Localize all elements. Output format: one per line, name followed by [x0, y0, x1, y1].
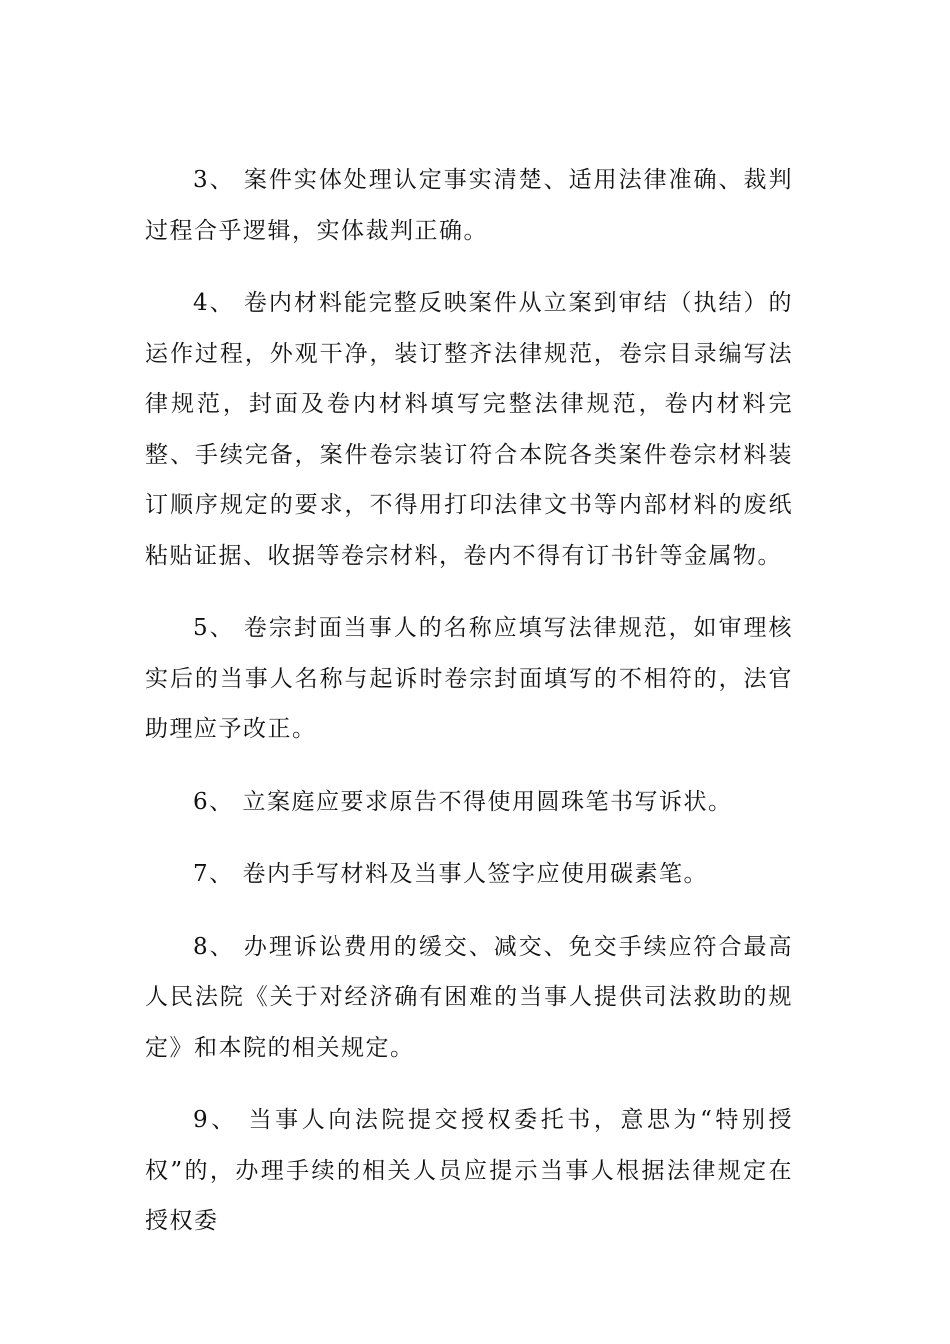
paragraph-item-6: 6、 立案庭应要求原告不得使用圆珠笔书写诉状。 [193, 788, 733, 815]
paragraph-item-3: 3、 案件实体处理认定事实清楚、适用法律准确、裁判过程合乎逻辑，实体裁判正确。 [145, 167, 793, 244]
paragraph-item-5: 5、 卷宗封面当事人的名称应填写法律规范，如审理核实后的当事人名称与起诉时卷宗封面填写的不相符的，法官助理应予改正。 [145, 615, 793, 742]
paragraph-item-7: 7、 卷内手写材料及当事人签字应使用碳素笔。 [193, 861, 708, 887]
document-body [145, 155, 793, 1247]
paragraph-item-9: 9、 当事人向法院提交授权委托书，意思为“特别授权”的，办理手续的相关人员应提示当事人根据法律规定在授权委 [145, 1107, 793, 1234]
paragraph-item-8: 8、 办理诉讼费用的缓交、减交、免交手续应符合最高人民法院《关于对经济确有困难的当事人提供司法救助的规定》和本院的相关规定。 [145, 933, 793, 1061]
paragraph-item-4: 4、 卷内材料能完整反映案件从立案到审结（执结）的运作过程，外观干净，装订整齐法律规范，卷宗目录编写法律规范，封面及卷内材料填写完整法律规范，卷内材料完整、手续完备，案件卷宗装订符合本院各类案件卷宗材料装订顺序规定的要求，不得用打印法律文书等内部材料的废纸粘贴证据、收据等卷宗材料，卷内不得有订书针等金属物。 [145, 290, 793, 569]
